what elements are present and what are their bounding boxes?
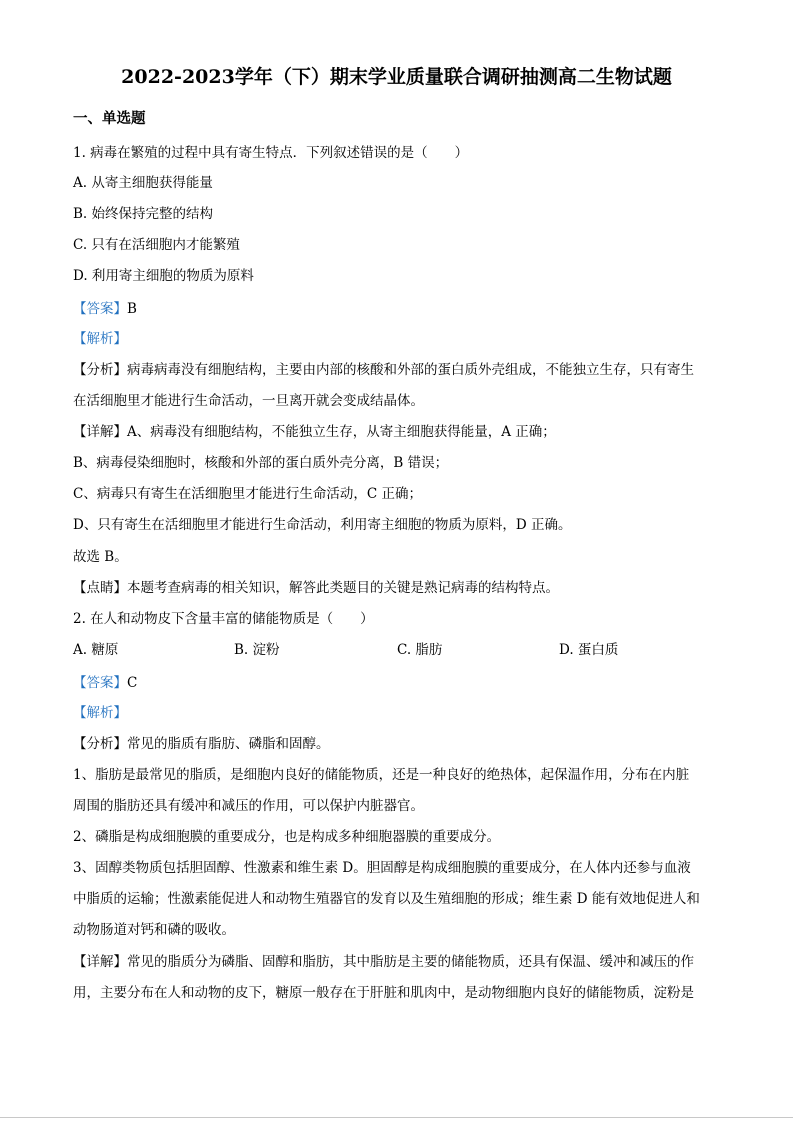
xiangjie-tag: 【详解】 bbox=[73, 424, 127, 440]
xiangjie-tag: 【详解】 bbox=[73, 954, 127, 970]
page-title: 2022-2023学年（下）期末学业质量联合调研抽测高二生物试题 bbox=[121, 66, 672, 88]
q2-analysis-tag bbox=[73, 701, 127, 721]
q1-answer bbox=[73, 297, 137, 317]
question-2-stem: 2. 在人和动物皮下含量丰富的储能物质是（ ） bbox=[73, 611, 374, 627]
q2-xiangjie-line-1 bbox=[73, 950, 694, 970]
answer-tag: 【答案】 bbox=[73, 675, 127, 691]
q2-para-3c: 动物肠道对钙和磷的吸收。 bbox=[73, 922, 235, 938]
q1-xiangjie-line-1 bbox=[73, 420, 556, 440]
q2-xiangjie-line-2: 用，主要分布在人和动物的皮下，糖原一般存在于肝脏和肌肉中，是动物细胞内良好的储能物质，淀粉是 bbox=[73, 985, 694, 1001]
q1-fenxi-line-1 bbox=[73, 358, 694, 378]
q1-option-c: C. 只有在活细胞内才能繁殖 bbox=[73, 237, 240, 253]
q1-conclusion: 故选 B。 bbox=[73, 549, 128, 565]
q2-para-3b: 中脂质的运输；性激素能促进人和动物生殖器官的发育以及生殖细胞的形成；维生素 D 能有效地促进人和 bbox=[73, 891, 700, 907]
q2-fenxi bbox=[73, 732, 330, 752]
analysis-tag: 【解析】 bbox=[73, 331, 127, 347]
dianjing-text: 本题考查病毒的相关知识，解答此类题目的关键是熟记病毒的结构特点。 bbox=[127, 580, 559, 596]
q1-xiangjie-line-4: D、只有寄生在活细胞里才能进行生命活动，利用寄主细胞的物质为原料，D 正确。 bbox=[73, 517, 572, 533]
q1-xiangjie-line-3: C、病毒只有寄生在活细胞里才能进行生命活动，C 正确； bbox=[73, 486, 422, 502]
q2-option-c: C. 脂肪 bbox=[397, 642, 443, 658]
question-1-stem: 1. 病毒在繁殖的过程中具有寄生特点．下列叙述错误的是（ ） bbox=[73, 145, 469, 161]
analysis-tag: 【解析】 bbox=[73, 705, 127, 721]
xiangjie-text: A、病毒没有细胞结构，不能独立生存，从寄主细胞获得能量，A 正确； bbox=[127, 424, 556, 440]
q1-option-a: A. 从寄主细胞获得能量 bbox=[73, 175, 213, 191]
q1-xiangjie-line-2: B、病毒侵染细胞时，核酸和外部的蛋白质外壳分离，B 错误； bbox=[73, 455, 449, 471]
q2-option-b: B. 淀粉 bbox=[234, 642, 280, 658]
answer-value: C bbox=[127, 675, 138, 691]
fenxi-text: 病毒病毒没有细胞结构，主要由内部的核酸和外部的蛋白质外壳组成，不能独立生存，只有寄生 bbox=[127, 362, 694, 378]
answer-value: B bbox=[127, 301, 137, 317]
fenxi-tag: 【分析】 bbox=[73, 736, 127, 752]
q1-fenxi-line-2: 在活细胞里才能进行生命活动，一旦离开就会变成结晶体。 bbox=[73, 393, 424, 409]
fenxi-text: 常见的脂质有脂肪、磷脂和固醇。 bbox=[127, 736, 330, 752]
q2-para-1a: 1、脂肪是最常见的脂质，是细胞内良好的储能物质，还是一种良好的绝热体，起保温作用，分布在内脏 bbox=[73, 767, 690, 783]
q1-analysis-tag bbox=[73, 327, 127, 347]
q2-option-a: A. 糖原 bbox=[73, 642, 119, 658]
q2-option-d: D. 蛋白质 bbox=[559, 642, 619, 658]
section-heading: 一、单选题 bbox=[73, 110, 146, 127]
q1-option-d: D. 利用寄主细胞的物质为原料 bbox=[73, 268, 254, 284]
q1-option-b: B. 始终保持完整的结构 bbox=[73, 206, 214, 222]
q2-answer bbox=[73, 671, 137, 691]
q1-dianjing bbox=[73, 576, 559, 596]
fenxi-tag: 【分析】 bbox=[73, 362, 127, 378]
page-bottom-rule bbox=[0, 1117, 793, 1118]
q2-para-1b: 周围的脂肪还具有缓冲和减压的作用，可以保护内脏器官。 bbox=[73, 798, 424, 814]
q2-para-3a: 3、固醇类物质包括胆固醇、性激素和维生素 D。胆固醇是构成细胞膜的重要成分，在人体内还参与血液 bbox=[73, 860, 691, 876]
dianjing-tag: 【点睛】 bbox=[73, 580, 127, 596]
answer-tag: 【答案】 bbox=[73, 301, 127, 317]
xiangjie-text: 常见的脂质分为磷脂、固醇和脂肪，其中脂肪是主要的储能物质，还具有保温、缓冲和减压的作 bbox=[127, 954, 694, 970]
q2-para-2: 2、磷脂是构成细胞膜的重要成分，也是构成多种细胞器膜的重要成分。 bbox=[73, 829, 501, 845]
